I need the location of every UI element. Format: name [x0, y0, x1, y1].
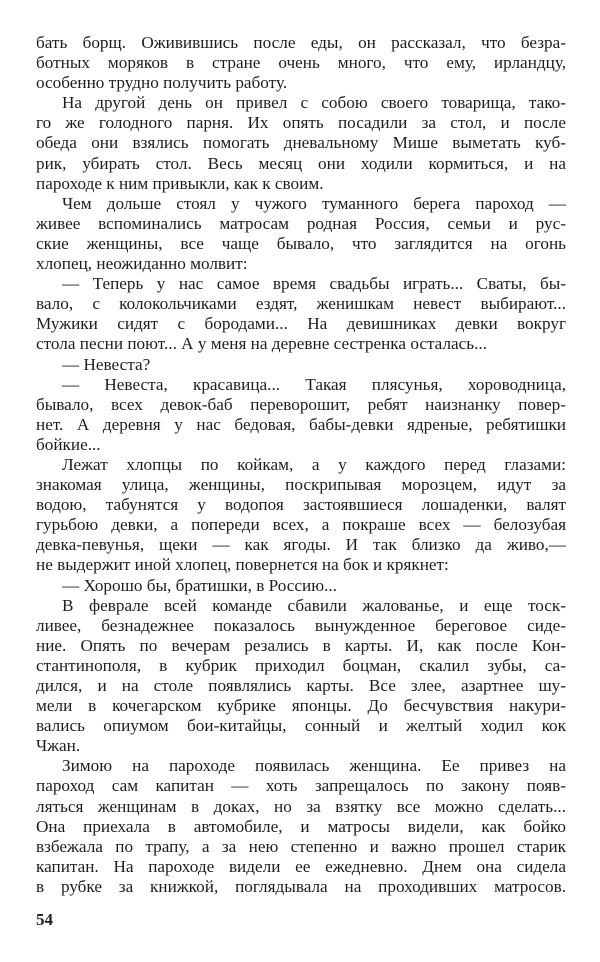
- paragraph: [36, 576, 566, 596]
- text-line: капитан. На пароходе видели ее ежедневно. Днем она сидела: [36, 856, 566, 876]
- text-line: бывало, всех девок-баб переворошит, ребят наизнанку повер-: [36, 394, 566, 414]
- text-line: мели в кочегарском кубрике японцы. До бесчувствия накури-: [36, 696, 566, 716]
- text-line: нет. А деревня у нас бедовая, бабы-девки ядреные, ребятишки: [36, 414, 566, 434]
- text-line: Мужики сидят с бородами... На девишниках девки вокруг: [36, 314, 566, 334]
- paragraph: [36, 756, 566, 897]
- text-line: Лежат хлопцы по койкам, а у каждого перед глазами:: [62, 454, 566, 474]
- page-body-text: [36, 33, 566, 897]
- text-line: стантинополя, в кубрик приходил боцман, скалил зубы, са-: [36, 655, 566, 675]
- text-line: — Невеста, красавица... Такая плясунья, хороводница,: [62, 374, 566, 394]
- text-line: вались опиумом бои-китайцы, сонный и желтый ходил кок: [36, 716, 566, 736]
- text-line: обеда они взялись помогать дневальному Мише выметать куб-: [36, 133, 566, 153]
- paragraph: [36, 355, 566, 375]
- text-line: ливее, безнадежнее показалось вынужденное береговое сиде-: [36, 615, 566, 635]
- text-line: ботных моряков в стране очень много, что ему, ирландцу,: [36, 53, 566, 73]
- text-line: — Хорошо бы, братишки, в Россию...: [62, 575, 337, 595]
- text-line: хлопец, неожиданно молвит:: [36, 254, 248, 274]
- text-line: го же голодного парня. Их опять посадили за стол, и после: [36, 113, 566, 133]
- text-line: живее вспоминались матросам родная Россия, семьи и рус-: [36, 213, 566, 233]
- text-line: водою, табунятся у водопоя застоявшиеся лошаденки, валят: [36, 495, 566, 515]
- text-line: ские женщины, все чаще бывало, что заглядится на огонь: [36, 233, 566, 253]
- text-line: ляться женщинам в доках, но за взятку все можно сделать...: [36, 796, 566, 816]
- text-line: дился, и на столе появлялись карты. Все злее, азартнее шу-: [36, 676, 566, 695]
- text-line: — Теперь у нас самое время свадьбы играть... Сваты, бы-: [62, 274, 566, 294]
- text-line: На другой день он привел с собою своего товарища, тако-: [62, 93, 566, 113]
- text-line: особенно трудно получить работу.: [36, 73, 288, 93]
- paragraph: [36, 93, 566, 193]
- text-line: Она приехала в автомобиле, и матросы видели, как бойко: [36, 816, 566, 836]
- text-line: пароход сам капитан — хоть запрещалось по закону появ-: [36, 776, 566, 796]
- text-line: гурьбою девки, а попереди всех, а покраше всех — белозубая: [36, 515, 566, 535]
- text-line: Чем дольше стоял у чужого туманного берега пароход —: [62, 193, 566, 213]
- text-line: бойкие...: [36, 434, 101, 454]
- text-line: пароходе к ним привыкли, как к своим.: [36, 173, 324, 193]
- text-line: девка-певунья, щеки — как ягоды. И так близко да живо,—: [36, 535, 566, 555]
- text-line: стола песни поют... А у меня на деревне сестренка осталась...: [36, 334, 488, 354]
- page-number: 54: [36, 910, 53, 929]
- text-line: не выдержит иной хлопец, повернется на бок и крякнет:: [36, 555, 449, 575]
- text-line: — Невеста?: [62, 354, 151, 374]
- paragraph: [36, 596, 566, 757]
- text-line: рик, убирать стол. Весь месяц они ходили кормиться, и на: [36, 153, 566, 173]
- paragraph: [36, 375, 566, 455]
- text-line: вало, с колокольчиками ездят, женишкам невест выбирают...: [36, 294, 566, 314]
- text-line: Чжан.: [36, 736, 81, 756]
- paragraph: [36, 455, 566, 576]
- text-line: знакомая улица, женщины, поскрипывая морозцем, идут за: [36, 475, 566, 495]
- text-line: В феврале всей команде сбавили жалованье, и еще тоск-: [62, 595, 566, 615]
- text-line: в рубке за книжкой, поглядывала на проходивших матросов.: [36, 876, 566, 896]
- paragraph: [36, 194, 566, 274]
- paragraph: [36, 33, 566, 93]
- paragraph: [36, 274, 566, 354]
- text-line: взбежала по трапу, а за нею степенно и важно прошел старик: [36, 836, 566, 856]
- text-line: бать борщ. Оживившись после еды, он рассказал, что безра-: [36, 33, 566, 52]
- text-line: Зимою на пароходе появилась женщина. Ее привез на: [62, 756, 566, 776]
- text-line: ние. Опять по вечерам резались в карты. И, как после Кон-: [36, 635, 566, 655]
